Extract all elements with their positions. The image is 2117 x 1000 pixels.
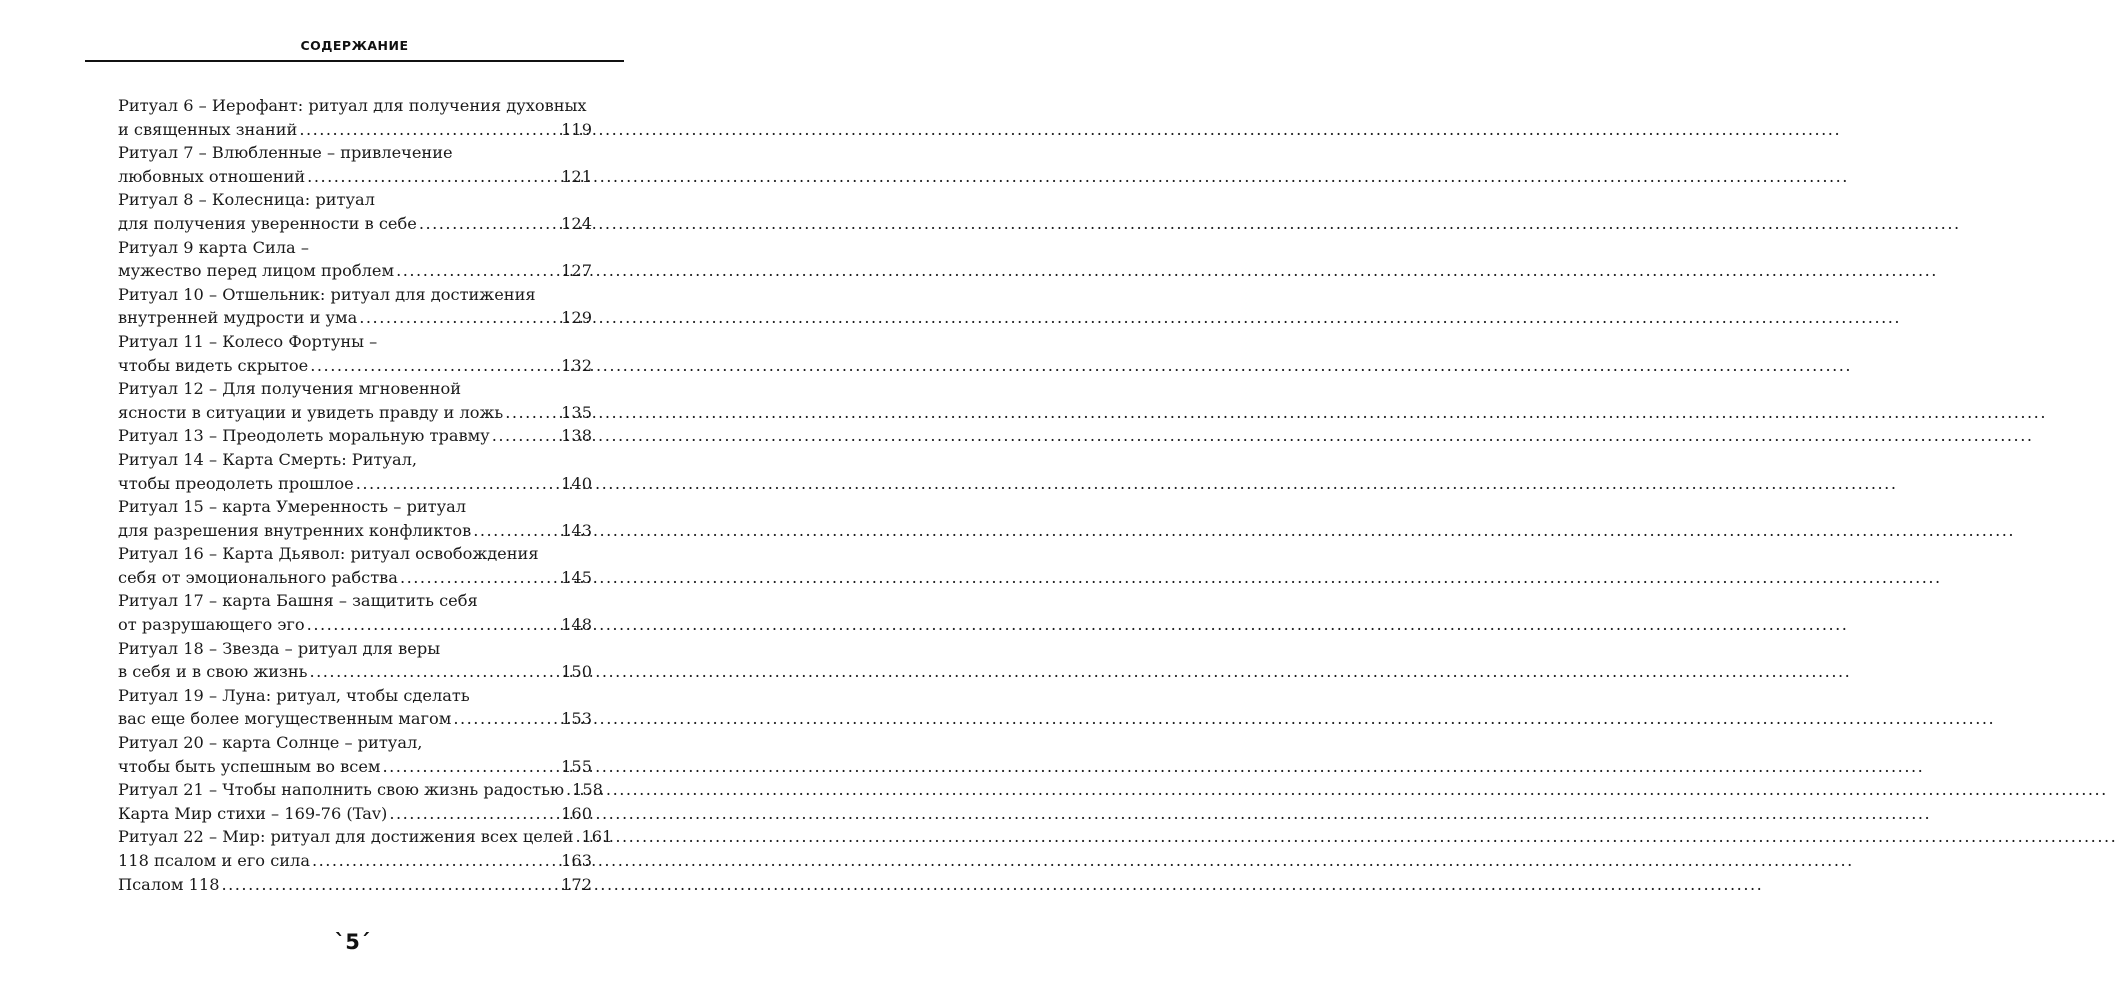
- dot-leader: [305, 165, 561, 189]
- dot-leader: [398, 566, 561, 590]
- toc-entry: [118, 542, 592, 589]
- toc-entry-title-line: [118, 283, 592, 307]
- toc-entry-title: мужество перед лицом проблем: [118, 261, 395, 281]
- dot-leader: [573, 825, 581, 849]
- toc-entry-title-line: [118, 684, 592, 708]
- toc-entry-final-line: [118, 118, 592, 142]
- toc-entry-final-line: [118, 306, 592, 330]
- toc-entry: [118, 802, 592, 826]
- toc-entry-page-number: 160: [561, 803, 592, 823]
- toc-entry-page-number: 127: [561, 261, 592, 281]
- toc-entry-title: ясности в ситуации и увидеть правду и ложь: [118, 402, 504, 422]
- header-rule: [85, 60, 624, 62]
- toc-entry-final-line: [118, 613, 592, 637]
- toc-entry-page-number: 121: [561, 166, 592, 186]
- toc-entry: [118, 731, 592, 778]
- toc-entry-page-number: 140: [561, 473, 592, 493]
- toc-entry-title-line: [118, 731, 592, 755]
- toc-entry-final-line: [118, 165, 592, 189]
- toc-entry-title: Ритуал 13 – Преодолеть моральную травму: [118, 426, 490, 446]
- toc-entry-title: Ритуал 22 – Мир: ритуал для достижения всех целей: [118, 827, 574, 847]
- toc-entry-page-number: 145: [561, 567, 592, 587]
- toc-entry: [118, 283, 592, 330]
- toc-entry: [118, 141, 592, 188]
- dot-leader: [310, 849, 561, 873]
- dot-leader: [307, 660, 561, 684]
- toc-entry-title: Ритуал 18 – Звезда – ритуал для веры: [118, 638, 441, 658]
- toc-entry-page-number: 148: [561, 615, 592, 635]
- toc-entry: [118, 94, 592, 141]
- toc-entry-title-line: [118, 637, 592, 661]
- toc-entry-final-line: [118, 778, 603, 802]
- toc-entry-title: Псалом 118: [118, 874, 220, 894]
- toc-entry: [118, 495, 592, 542]
- dot-leader: [297, 118, 561, 142]
- toc-entry-page-number: 158: [572, 780, 603, 800]
- dot-leader: [357, 306, 561, 330]
- toc-entry-title-line: [118, 236, 592, 260]
- toc-entry-title: для получения уверенности в себе: [118, 213, 417, 233]
- toc-entry: [118, 873, 592, 897]
- toc-entry-title: в себя и в свою жизнь: [118, 662, 308, 682]
- toc-entry-title: внутренней мудрости и ума: [118, 308, 358, 328]
- toc-entry-page-number: 124: [561, 213, 592, 233]
- toc-entry-final-line: [118, 424, 592, 448]
- toc-entry-page-number: 143: [561, 520, 592, 540]
- dot-leader: [503, 401, 561, 425]
- toc-entry: [118, 188, 592, 235]
- toc-entry-title-line: [118, 141, 592, 165]
- toc-entry-title: от разрушающего эго: [118, 615, 305, 635]
- toc-entry-final-line: [118, 873, 592, 897]
- toc-entry-title: Ритуал 10 – Отшельник: ритуал для достижения: [118, 284, 536, 304]
- toc-entry-final-line: [118, 849, 592, 873]
- dot-leader: [220, 873, 562, 897]
- toc-entry: [118, 684, 592, 731]
- toc-entry: [118, 330, 592, 377]
- toc-entry-final-line: [118, 707, 592, 731]
- toc-entry-final-line: [118, 802, 592, 826]
- toc-entry-title: для разрешения внутренних конфликтов: [118, 520, 472, 540]
- toc-entry-title: чтобы видеть скрытое: [118, 355, 309, 375]
- toc-entry-title: чтобы быть успешным во всем: [118, 756, 381, 776]
- toc-entry-final-line: [118, 519, 592, 543]
- page-number: `5´: [334, 930, 371, 954]
- dot-leader: [308, 354, 561, 378]
- toc-entry-page-number: 129: [561, 308, 592, 328]
- toc-entry-title: Ритуал 9 карта Сила –: [118, 237, 309, 257]
- toc-entry-title-line: [118, 330, 592, 354]
- dot-leader: [471, 519, 561, 543]
- toc-entry-final-line: [118, 660, 592, 684]
- toc-entry-page-number: 161: [581, 827, 613, 847]
- toc-entry-title: Ритуал 15 – карта Умеренность – ритуал: [118, 497, 467, 517]
- toc-entry-page-number: 153: [561, 709, 592, 729]
- toc-entry-title-line: [118, 188, 592, 212]
- toc-entry-title: себя от эмоционального рабства: [118, 567, 398, 587]
- dot-leader: [305, 613, 561, 637]
- toc-entry-title: Ритуал 14 – Карта Смерть: Ритуал,: [118, 449, 418, 469]
- toc-entry-title: Ритуал 19 – Луна: ритуал, чтобы сделать: [118, 685, 470, 705]
- running-head-title: СОДЕРЖАНИЕ: [300, 38, 409, 53]
- toc-entry: [118, 849, 592, 873]
- toc-entry-title: Ритуал 16 – Карта Дьявол: ритуал освобождения: [118, 544, 539, 564]
- toc-entry-page-number: 155: [561, 756, 592, 776]
- toc-entry-page-number: 135: [561, 402, 592, 422]
- toc-entry-title: вас еще более могущественным магом: [118, 709, 452, 729]
- toc-entry: [118, 377, 592, 424]
- dot-leader: [381, 755, 562, 779]
- toc-entry-title: чтобы преодолеть прошлое: [118, 473, 354, 493]
- dot-leader: [394, 259, 561, 283]
- toc-entry-final-line: [118, 566, 592, 590]
- toc-entry: [118, 778, 603, 802]
- toc-entry-title: Ритуал 6 – Иерофант: ритуал для получения духовных: [118, 96, 587, 115]
- toc-entry-title: Ритуал 7 – Влюбленные – привлечение: [118, 143, 453, 163]
- toc-entry: [118, 637, 592, 684]
- toc-entry-title-line: [118, 542, 592, 566]
- dot-leader: [451, 707, 561, 731]
- toc-entry-final-line: [118, 825, 613, 849]
- toc-entry-page-number: 150: [561, 662, 592, 682]
- toc-entry-page-number: 119: [561, 119, 592, 139]
- dot-leader: [490, 424, 561, 448]
- dot-leader: [354, 472, 561, 496]
- dot-leader: [387, 802, 561, 826]
- toc-entry-final-line: [118, 259, 592, 283]
- toc-entry-title-line: [118, 495, 592, 519]
- toc-entry: [118, 448, 592, 495]
- toc-entry-final-line: [118, 354, 592, 378]
- toc-entry-page-number: 132: [561, 355, 592, 375]
- toc-entry-page-number: 138: [561, 426, 592, 446]
- toc-entry-final-line: [118, 401, 592, 425]
- toc-entry: [118, 589, 592, 636]
- toc-entry-title: Ритуал 8 – Колесница: ритуал: [118, 190, 375, 210]
- toc-entry-title: Ритуал 20 – карта Солнце – ритуал,: [118, 733, 423, 753]
- toc-entry-title: любовных отношений: [118, 166, 306, 186]
- toc-entry-final-line: [118, 755, 592, 779]
- toc-entry-title-line: [118, 94, 592, 118]
- toc-entry-title-line: [118, 377, 592, 401]
- toc-entry-title: и священных знаний: [118, 119, 298, 139]
- toc-entry: [118, 424, 592, 448]
- toc-entry-final-line: [118, 212, 592, 236]
- toc-entry-title: 118 псалом и его сила: [118, 851, 310, 870]
- dot-leader: [564, 778, 572, 802]
- dot-leader: [417, 212, 561, 236]
- toc-entry-title: Карта Мир стихи – 169-76 (Tav): [118, 803, 388, 823]
- toc-entry-page-number: 172: [561, 874, 592, 894]
- toc-entry-title-line: [118, 589, 592, 613]
- toc-entry-page-number: 163: [561, 851, 592, 870]
- toc-entry-title: Ритуал 11 – Колесо Фортуны –: [118, 331, 378, 351]
- table-of-contents: [118, 94, 613, 896]
- toc-entry: [118, 825, 613, 849]
- toc-entry-title: Ритуал 17 – карта Башня – защитить себя: [118, 591, 478, 611]
- toc-entry: [118, 236, 592, 283]
- toc-entry-title: Ритуал 12 – Для получения мгновенной: [118, 379, 461, 399]
- toc-entry-title-line: [118, 448, 592, 472]
- toc-entry-title: Ритуал 21 – Чтобы наполнить свою жизнь радостью: [118, 780, 565, 800]
- toc-entry-final-line: [118, 472, 592, 496]
